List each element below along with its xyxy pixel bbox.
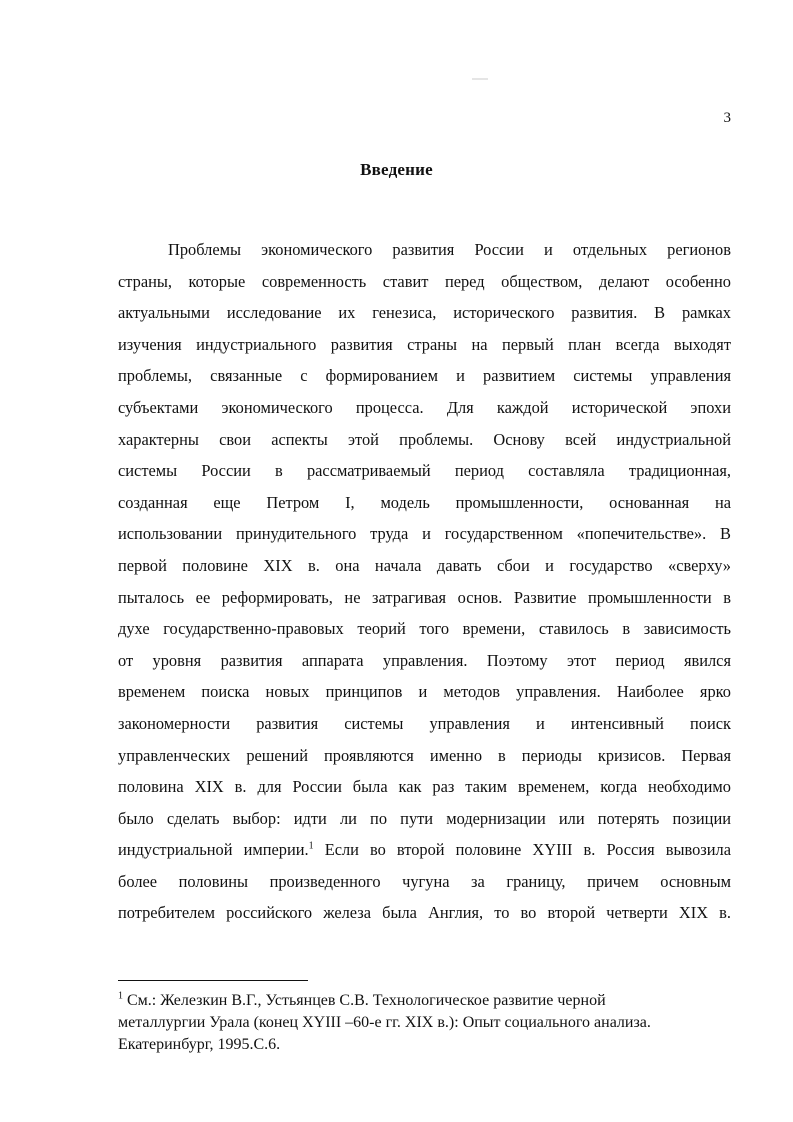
text-segment: Если во второй половине XYIII в. Россия вывозила (313, 840, 731, 860)
page-title: Введение (360, 160, 433, 179)
footnote-line: Екатеринбург, 1995.С.6. (118, 1036, 281, 1053)
text-line: Проблемы экономического развития России и отдельных регионов (168, 240, 731, 259)
text-line: пыталось ее реформировать, не затрагивая основ. Развитие промышленности в (118, 587, 731, 607)
text-line: было сделать выбор: идти ли по пути модернизации или потерять позиции (118, 808, 731, 828)
text-line: использовании принудительного труда и государственном «попечительстве». В (118, 524, 731, 544)
scan-speck (472, 78, 488, 80)
text-line: страны, которые современность ставит перед обществом, делают особенно (118, 271, 731, 291)
body-text (118, 234, 731, 929)
text-line: от уровня развития аппарата управления. Поэтому этот период явился (118, 650, 731, 670)
text-line: созданная еще Петром I, модель промышленности, основанная на (118, 492, 731, 512)
text-line: изучения индустриального развития страны на первый план всегда выходят (118, 334, 731, 354)
text-line: управленческих решений проявляются именно в периоды кризисов. Первая (118, 745, 731, 765)
text-line: закономерности развития системы управления и интенсивный поиск (118, 713, 731, 733)
footnote (118, 990, 738, 1056)
text-line: половина XIX в. для России была как раз таким временем, когда необходимо (118, 777, 731, 797)
footnote-reference[interactable]: 1 (308, 840, 314, 852)
text-line: системы России в рассматриваемый период составляла традиционная, (118, 461, 731, 481)
text-line-with-footnote-ref (118, 834, 731, 866)
text-segment: индустриальной империи. (118, 840, 309, 860)
footnote-divider (118, 980, 308, 981)
page-number: 3 (723, 110, 731, 126)
text-line: субъектами экономического процесса. Для каждой исторической эпохи (118, 397, 731, 417)
text-line: духе государственно-правовых теорий того времени, ставилось в зависимость (118, 619, 731, 639)
footnote-line (118, 990, 738, 1012)
footnote-marker: 1 (118, 990, 123, 1002)
text-line: характерны свои аспекты этой проблемы. Основу всей индустриальной (118, 429, 731, 449)
text-line: потребителем российского железа была Англия, то во второй четверти XIX в. (118, 903, 731, 923)
text-line: проблемы, связанные с формированием и развитием системы управления (118, 366, 731, 386)
footnote-text: См.: Железкин В.Г., Устьянцев С.В. Технологическое развитие черной (123, 992, 606, 1009)
text-line: временем поиска новых принципов и методов управления. Наиболее ярко (118, 682, 731, 702)
text-line: более половины произведенного чугуна за границу, причем основным (118, 871, 731, 891)
text-line: первой половине XIX в. она начала давать сбои и государство «сверху» (118, 555, 731, 575)
text-line: актуальными исследование их генезиса, исторического развития. В рамках (118, 303, 731, 323)
footnote-line: металлургии Урала (конец XYIII –60-е гг. XIX в.): Опыт социального анализа. (118, 1014, 651, 1031)
